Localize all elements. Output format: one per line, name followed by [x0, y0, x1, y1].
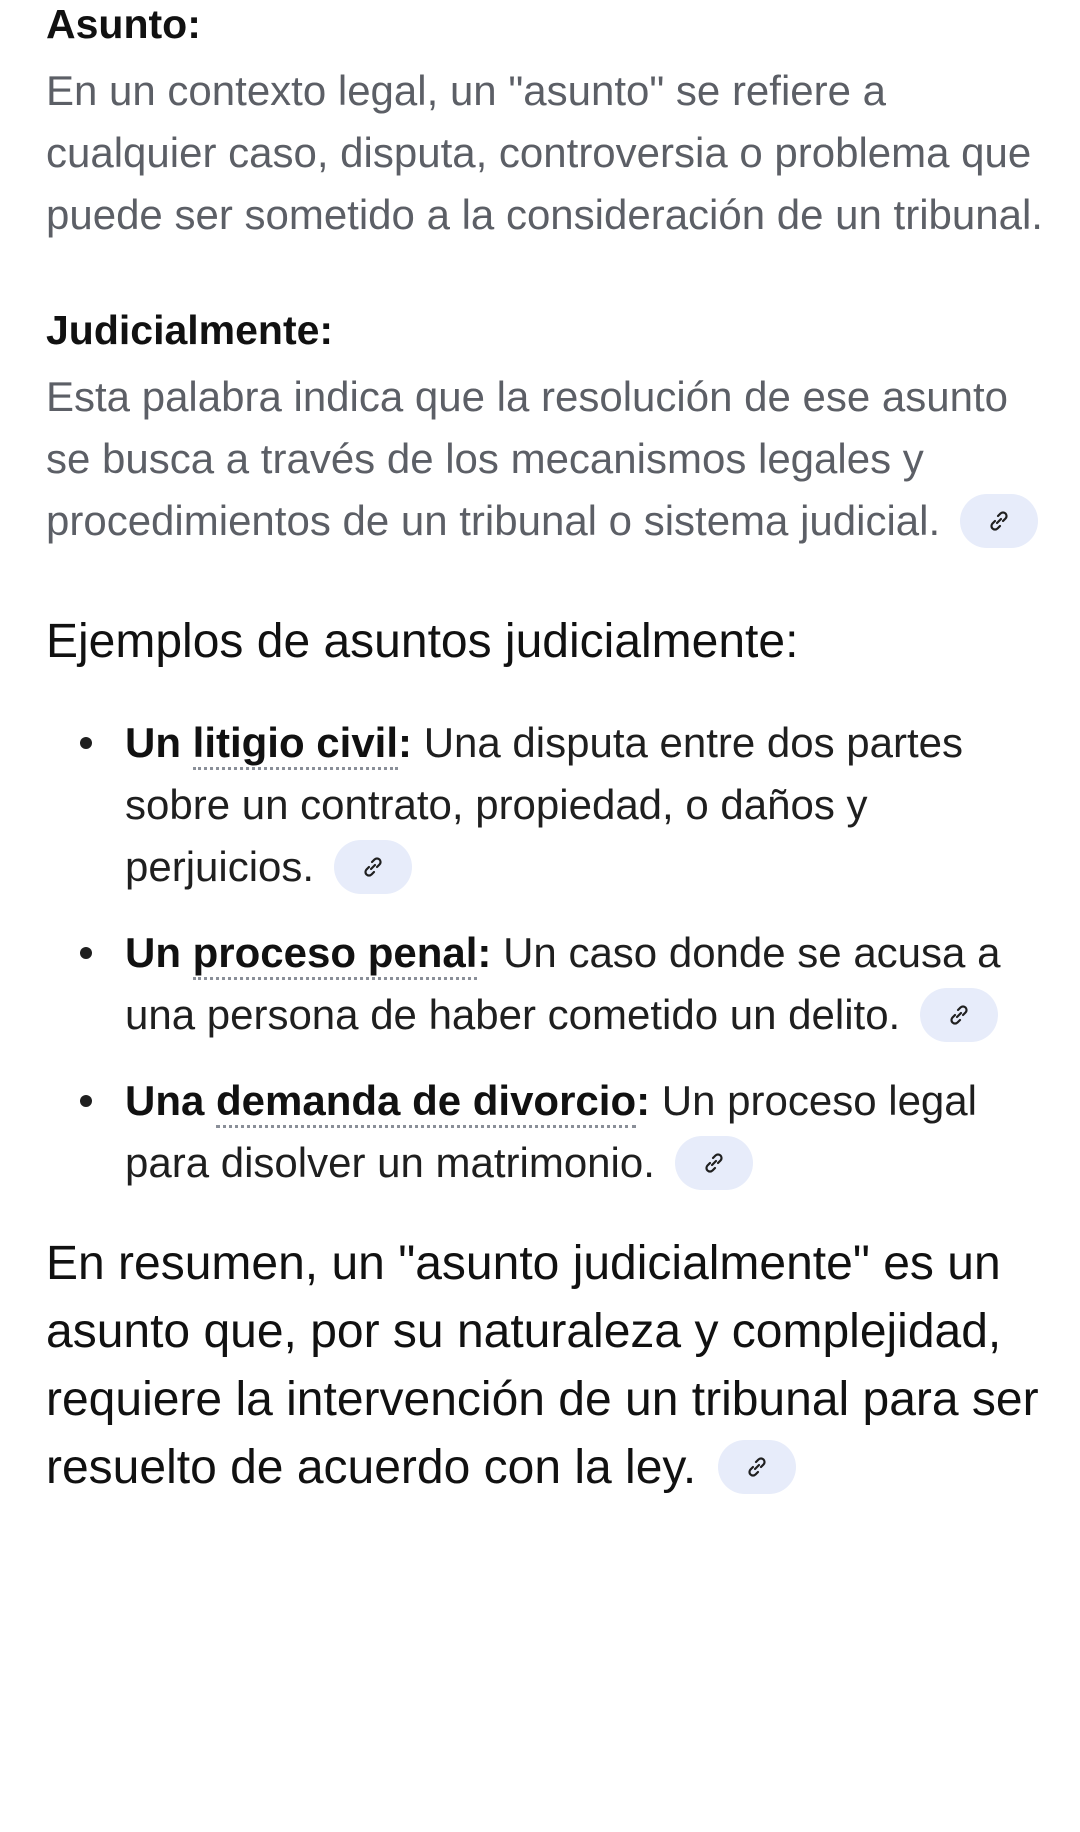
link-icon — [361, 855, 385, 879]
definition-asunto — [46, 60, 1046, 246]
link-icon — [745, 1455, 769, 1479]
example-description: Un proceso legal para disolver un matrimonio. — [125, 1077, 977, 1186]
term-heading-asunto: Asunto: — [46, 1, 201, 47]
example-description: Un caso donde se acusa a una persona de haber cometido un delito. — [125, 929, 1001, 1038]
example-prefix: Un — [125, 929, 193, 976]
definition-asunto-text: En un contexto legal, un "asunto" se refiere a cualquier caso, disputa, controversia o problema que puede ser sometido a la consideración de un tribunal. — [46, 67, 1043, 238]
example-colon: : — [636, 1077, 651, 1124]
bullet-dot — [80, 737, 92, 749]
glossary-link-demanda-de-divorcio[interactable]: demanda de divorcio — [216, 1077, 636, 1128]
example-colon: : — [398, 719, 413, 766]
source-link-chip[interactable] — [718, 1440, 796, 1494]
example-description: Una disputa entre dos partes sobre un contrato, propiedad, o daños y perjuicios. — [125, 719, 964, 890]
example-title — [125, 929, 491, 980]
summary-paragraph — [46, 1230, 1046, 1502]
glossary-link-litigio-civil[interactable]: litigio civil — [193, 719, 398, 770]
link-icon — [987, 509, 1011, 533]
source-link-chip[interactable] — [675, 1136, 753, 1190]
list-item — [46, 712, 1046, 898]
definition-judicialmente — [46, 366, 1046, 552]
term-heading-judicialmente: Judicialmente: — [46, 307, 334, 353]
list-item — [46, 1070, 1046, 1194]
examples-list — [46, 712, 1046, 1194]
link-icon — [947, 1003, 971, 1027]
example-colon: : — [477, 929, 492, 976]
response-content — [46, 0, 1046, 1502]
source-link-chip[interactable] — [960, 494, 1038, 548]
source-link-chip[interactable] — [920, 988, 998, 1042]
example-prefix: Una — [125, 1077, 217, 1124]
summary-text: En resumen, un "asunto judicialmente" es un asunto que, por su naturaleza y complejidad, requiere la intervención de un tribunal para ser resuelto de acuerdo con la ley. — [46, 1237, 1039, 1494]
example-prefix: Un — [125, 719, 193, 766]
glossary-link-proceso-penal[interactable]: proceso penal — [193, 929, 478, 980]
bullet-dot — [80, 947, 92, 959]
link-icon — [702, 1151, 726, 1175]
examples-heading: Ejemplos de asuntos judicialmente: — [46, 615, 799, 668]
definition-judicialmente-text: Esta palabra indica que la resolución de ese asunto se busca a través de los mecanismos legales y procedimientos de un tribunal o sistema judicial. — [46, 373, 1008, 544]
bullet-dot — [80, 1095, 92, 1107]
list-item — [46, 922, 1046, 1046]
example-title — [125, 719, 412, 770]
example-title — [125, 1077, 650, 1128]
source-link-chip[interactable] — [334, 840, 412, 894]
